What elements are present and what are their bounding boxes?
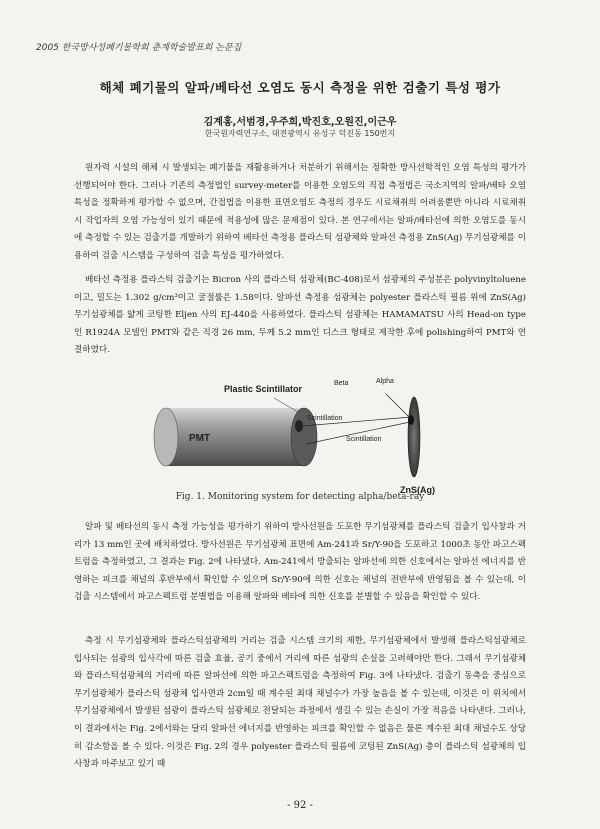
- detector-diagram: [74, 370, 526, 495]
- alpha-ray-line: [386, 394, 412, 420]
- paragraph-detector: 베타선 측정용 플라스틱 검출기는 Bicron 사의 플라스틱 섬광체(BC-408)로서 섬광체의 주성분은 polyvinyltoluene이고, 밀도는 1.302 g/cm³이고 굴절률은 1.58이다. 알파선 측정용 섬광체는 polyester 플라스틱 필름 위에 ZnS(Ag) 무기섬광체를 얇게 코팅한 Eljen 사의 EJ-440을 사용하였다. 플라스틱 섬광체는 HAMAMATSU 사의 Head-on type인 R1924A 모델인 PMT와 같은 직경 26 mm, 두께 5.2 mm인 디스크 형태로 제작한 후에 polishing하여 PMT와 연결하였다.: [74, 275, 526, 356]
- zns-disk: [408, 397, 420, 477]
- paper-title: 해체 폐기물의 알파/베타선 오염도 동시 측정을 위한 검출기 특성 평가: [99, 80, 501, 95]
- figure-1-caption: Fig. 1. Monitoring system for detecting alpha/beta-ray: [175, 492, 425, 502]
- author-list: 김계홍,서범경,우주희,박진호,오원진,이근우: [203, 117, 397, 128]
- running-header: 2005 한국방사성폐기물학회 춘계학술발표회 논문집: [36, 43, 242, 53]
- figure-1: [74, 370, 526, 495]
- pmt-label: PMT: [189, 433, 211, 444]
- affiliation: 한국원자력연구소, 대전광역시 유성구 덕진동 150번지: [204, 129, 396, 138]
- paragraph-intro: 원자력 시설의 해체 시 발생되는 폐기물을 재활용하거나 처분하기 위해서는 정확한 방사선학적인 오염 특성의 평가가 선행되어야 한다. 그러나 기존의 측정법인 survey-meter를 이용한 오염도의 직접 측정법은 국소지역의 알파/베타 오염 특성을 정확하게 평가할 수 없으며, 간접법을 이용한 표면오염도 측정의 경우도 시료채취의 어려움뿐만 아니라 시료채취 시 작업자의 오염 가능성이 있기 때문에 적용성에 많은 문제점이 있다. 본 연구에서는 알파/베타선에 의한 오염도를 동시에 측정할 수 있는 검출기를 개발하기 위하여 베타선 측정용 플라스틱 섬광체와 알파선 측정용 ZnS(Ag) 무기섬광체를 이용하여 검출 시스템을 구성하여 검출 특성을 평가하였다.: [74, 163, 526, 261]
- pmt-cylinder: [166, 408, 304, 466]
- paragraph-distance: 측정 시 무기섬광체와 플라스틱섬광체의 거리는 검출 시스템 크기의 제한, 무기섬광체에서 발생해 플라스틱섬광체로 입사되는 섬광의 입사각에 따른 검출 효율, 공기 중에서 거리에 따른 섬광의 손실을 고려해야만 한다. 그래서 무기섬광체와 플라스틱섬광체의 거리에 따른 알파선에 의한 파고스펙트럼을 측정하여 Fig. 3에 나타냈다. 검출기 동축을 중심으로 무기섬광체가 플라스틱 섬광체 입사면과 2cm일 때 계수된 최대 채널수가 가장 높음을 볼 수 있는데, 이것은 이 위치에서 무기섬광체에서 발생된 섬광이 플라스틱 섬광체로 전달되는 과정에서 생길 수 있는 손실이 가장 적음을 나타낸다. 그러나, 이 결과에서는 Fig. 2에서와는 달리 알파선 에너지를 반영하는 피크를 확인할 수 없음은 물론 계수된 최대 채널수도 상당히 감소함을 볼 수 있다. 이것은 Fig. 2의 경우 polyester 플라스틱 필름에 코팅된 ZnS(Ag) 층이 플라스틱 섬광체의 입사창과 마주보고 있기 때: [74, 636, 526, 770]
- plastic-scintillator-label: Plastic Scintillator: [224, 384, 303, 394]
- scintillation-label-light: Scintillation: [346, 436, 382, 443]
- scintillation-label-plastic: Scintillation: [307, 415, 343, 422]
- pmt-back-end: [154, 408, 178, 466]
- page-number: - 92 -: [287, 800, 313, 811]
- beta-label: Beta: [334, 380, 349, 387]
- paragraph-measurement: 알파 및 베타선의 동시 측정 가능성을 평가하기 위하여 방사선원을 도포한 무기섬광체를 플라스틱 검출기 입사창과 거리가 13 mm인 곳에 배치하였다. 방사선원은 무기섬광체 표면에 Am-241과 Sr/Y-90을 도포하고 1000초 동안 파고스펙트럼을 측정하였고, 그 결과는 Fig. 2에 나타냈다. Am-241에서 방출되는 알파선에 의한 신호에서는 알파선 에너지를 반영하는 피크를 채널의 후반부에서 확인할 수 있으며 Sr/Y-90에 의한 신호는 채널의 전반부에 반영됨을 볼 수 있는데, 이 검출 시스템에서 파고스펙트럼 분별법을 이용해 알파와 베타에 의한 신호를 분별할 수 있음을 확인할 수 있다.: [74, 522, 526, 603]
- scintillation-spot-plastic: [295, 420, 303, 432]
- zns-label: ZnS(Ag): [400, 485, 435, 495]
- alpha-label: Alpha: [376, 378, 394, 385]
